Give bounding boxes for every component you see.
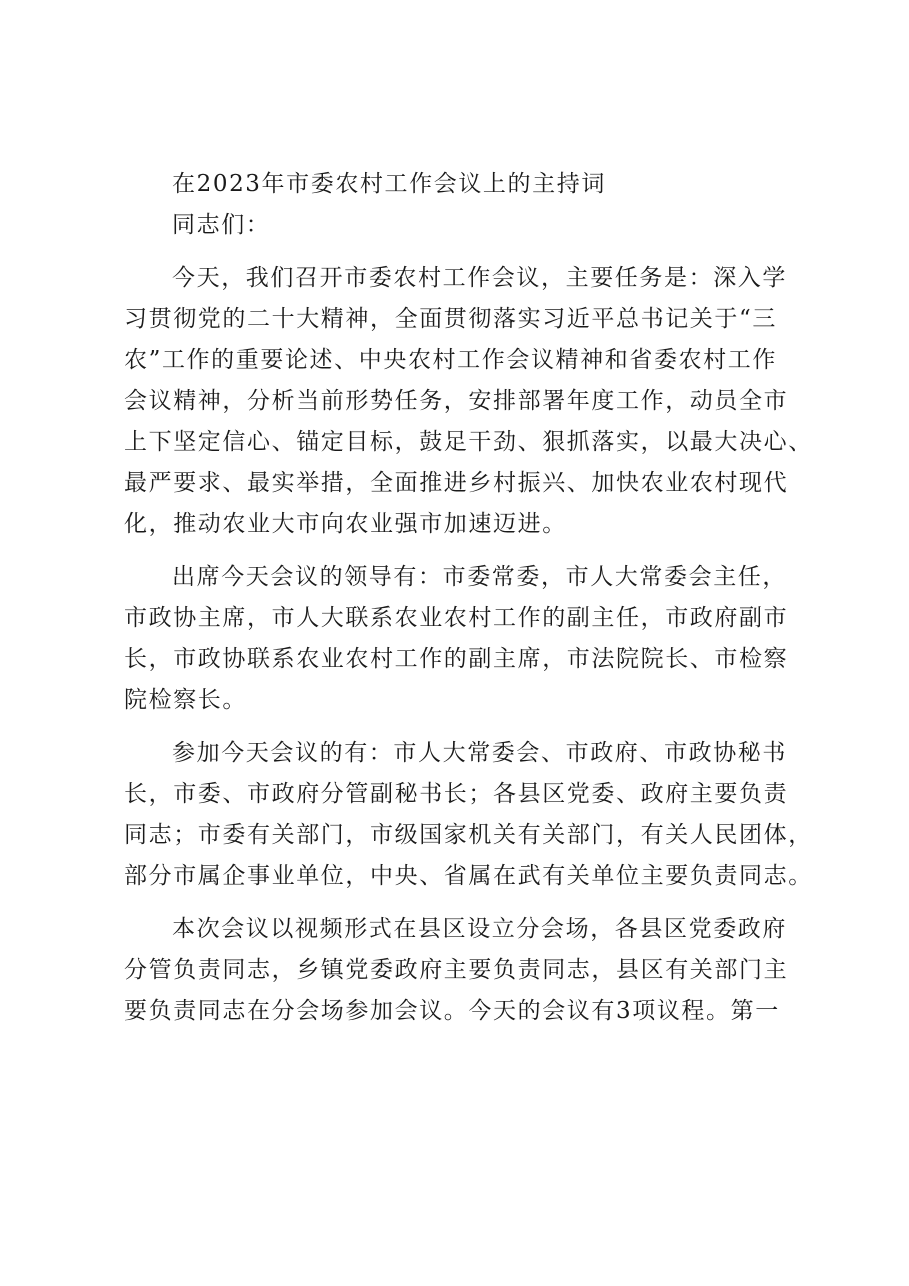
document-body — [124, 164, 813, 1032]
paragraph-line: 习贯彻党的二十大精神，全面贯彻落实习近平总书记关于“三 — [124, 306, 777, 332]
paragraph-line: 院检察长。 — [124, 687, 247, 713]
paragraph-line: 化，推动农业大市向农业强市加速迈进。 — [124, 511, 567, 537]
paragraph-line: 长，市委、市政府分管副秘书长；各县区党委、政府主要负责 — [124, 781, 789, 807]
paragraph-line: 同志；市委有关部门，市级国家机关有关部门，有关人民团体， — [124, 822, 813, 848]
paragraph-line: 农”工作的重要论述、中央农村工作会议精神和省委农村工作 — [124, 347, 777, 373]
salutation: 同志们： — [172, 212, 271, 238]
paragraph-line: 本次会议以视频形式在县区设立分会场，各县区党委政府 — [172, 916, 787, 942]
paragraph-line: 上下坚定信心、锚定目标，鼓足干劲、狠抓落实，以最大决心、 — [124, 429, 813, 455]
paragraph-purpose — [124, 258, 813, 545]
paragraph-participants — [124, 733, 813, 897]
paragraph-line: 市政协主席，市人大联系农业农村工作的副主任，市政府副市 — [124, 605, 789, 631]
paragraph-line: 会议精神，分析当前形势任务，安排部署年度工作，动员全市 — [124, 388, 789, 414]
paragraph-line: 长，市政协联系农业农村工作的副主席，市法院院长、市检察 — [124, 646, 789, 672]
paragraph-video-venues — [124, 909, 804, 1032]
paragraph-line: 分管负责同志，乡镇党委政府主要负责同志，县区有关部门主 — [124, 957, 789, 983]
paragraph-line: 参加今天会议的有：市人大常委会、市政府、市政协秘书 — [172, 740, 787, 766]
paragraph-line: 部分市属企事业单位，中央、省属在武有关单位主要负责同志。 — [124, 863, 813, 889]
paragraph-attending-leaders — [124, 557, 804, 721]
paragraph-line: 出席今天会议的领导有：市委常委，市人大常委会主任， — [172, 564, 787, 590]
paragraph-line: 今天，我们召开市委农村工作会议，主要任务是：深入学 — [172, 265, 787, 291]
paragraph-line: 要负责同志在分会场参加会议。今天的会议有3项议程。第一 — [124, 998, 780, 1024]
document-title: 在2023年市委农村工作会议上的主持词 — [172, 171, 606, 197]
paragraph-line: 最严要求、最实举措，全面推进乡村振兴、加快农业农村现代 — [124, 470, 789, 496]
